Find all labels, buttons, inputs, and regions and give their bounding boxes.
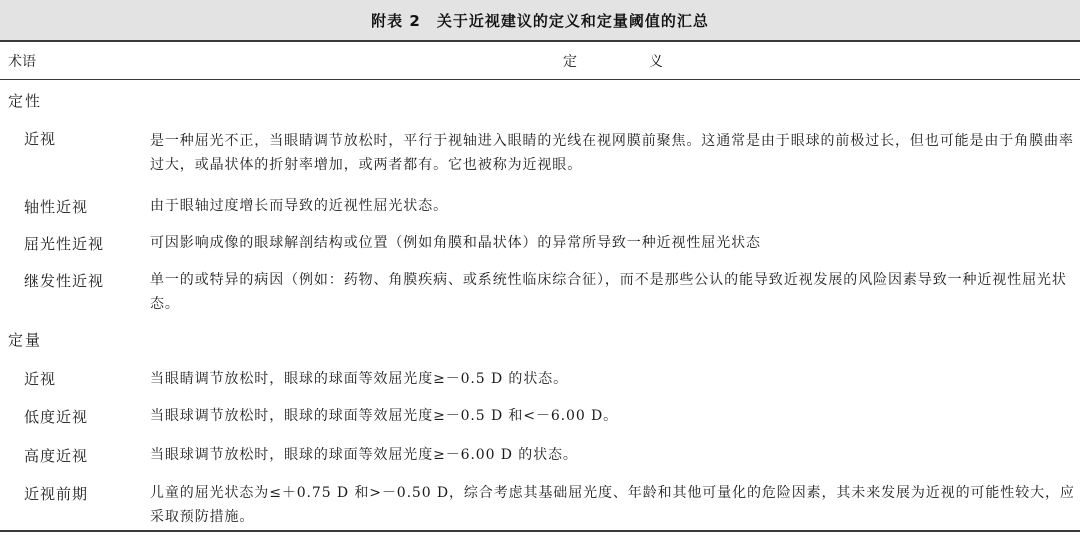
definition-myopia-quant: 当眼睛调节放松时，眼球的球面等效屈光度≥－0.5 D 的状态。 bbox=[150, 371, 569, 387]
term-axial-myopia: 轴性近视 bbox=[24, 198, 89, 216]
table-title: 附表 2 关于近视建议的定义和定量阈值的汇总 bbox=[0, 0, 1080, 42]
term-secondary-myopia: 继发性近视 bbox=[24, 272, 105, 290]
table-header-row bbox=[0, 41, 1080, 80]
term-myopia: 近视 bbox=[24, 130, 57, 148]
section-label-quantitative: 定量 bbox=[8, 331, 43, 349]
term-pre-myopia: 近视前期 bbox=[24, 485, 89, 503]
definition-secondary-myopia: 单一的或特异的病因（例如：药物、角膜疾病、或系统性临床综合征），而不是那些公认的能导致近视发展的风险因素导致一种近视性屈光状态。 bbox=[150, 272, 1067, 312]
definition-pre-myopia: 儿童的屈光状态为≤＋0.75 D 和>－0.50 D，综合考虑其基础屈光度、年龄和其他可量化的危险因素，其未来发展为近视的可能性较大，应采取预防措施。 bbox=[150, 485, 1075, 525]
table-bottom-rule bbox=[0, 530, 1080, 532]
header-definition: 定义 bbox=[563, 54, 735, 70]
definition-refractive-myopia: 可因影响成像的眼球解剖结构或位置（例如角膜和晶状体）的异常所导致一种近视性屈光状态 bbox=[150, 235, 761, 251]
definition-high-myopia: 当眼球调节放松时，眼球的球面等效屈光度≥－6.00 D 的状态。 bbox=[150, 447, 578, 463]
term-myopia-quant: 近视 bbox=[24, 370, 57, 388]
header-term: 术语 bbox=[8, 54, 36, 70]
section-label-qualitative: 定性 bbox=[8, 92, 43, 110]
term-low-myopia: 低度近视 bbox=[24, 408, 89, 426]
term-high-myopia: 高度近视 bbox=[24, 447, 89, 465]
definition-low-myopia: 当眼球调节放松时，眼球的球面等效屈光度≥－0.5 D 和<－6.00 D。 bbox=[150, 408, 618, 424]
definition-axial-myopia: 由于眼轴过度增长而导致的近视性屈光状态。 bbox=[150, 198, 448, 214]
definition-myopia: 是一种屈光不正，当眼睛调节放松时，平行于视轴进入眼睛的光线在视网膜前聚焦。这通常是由于眼球的前极过长，但也可能是由于角膜曲率过大，或晶状体的折射率增加，或两者都有。它也被称为近视眼。 bbox=[150, 133, 1074, 173]
term-refractive-myopia: 屈光性近视 bbox=[24, 235, 105, 253]
